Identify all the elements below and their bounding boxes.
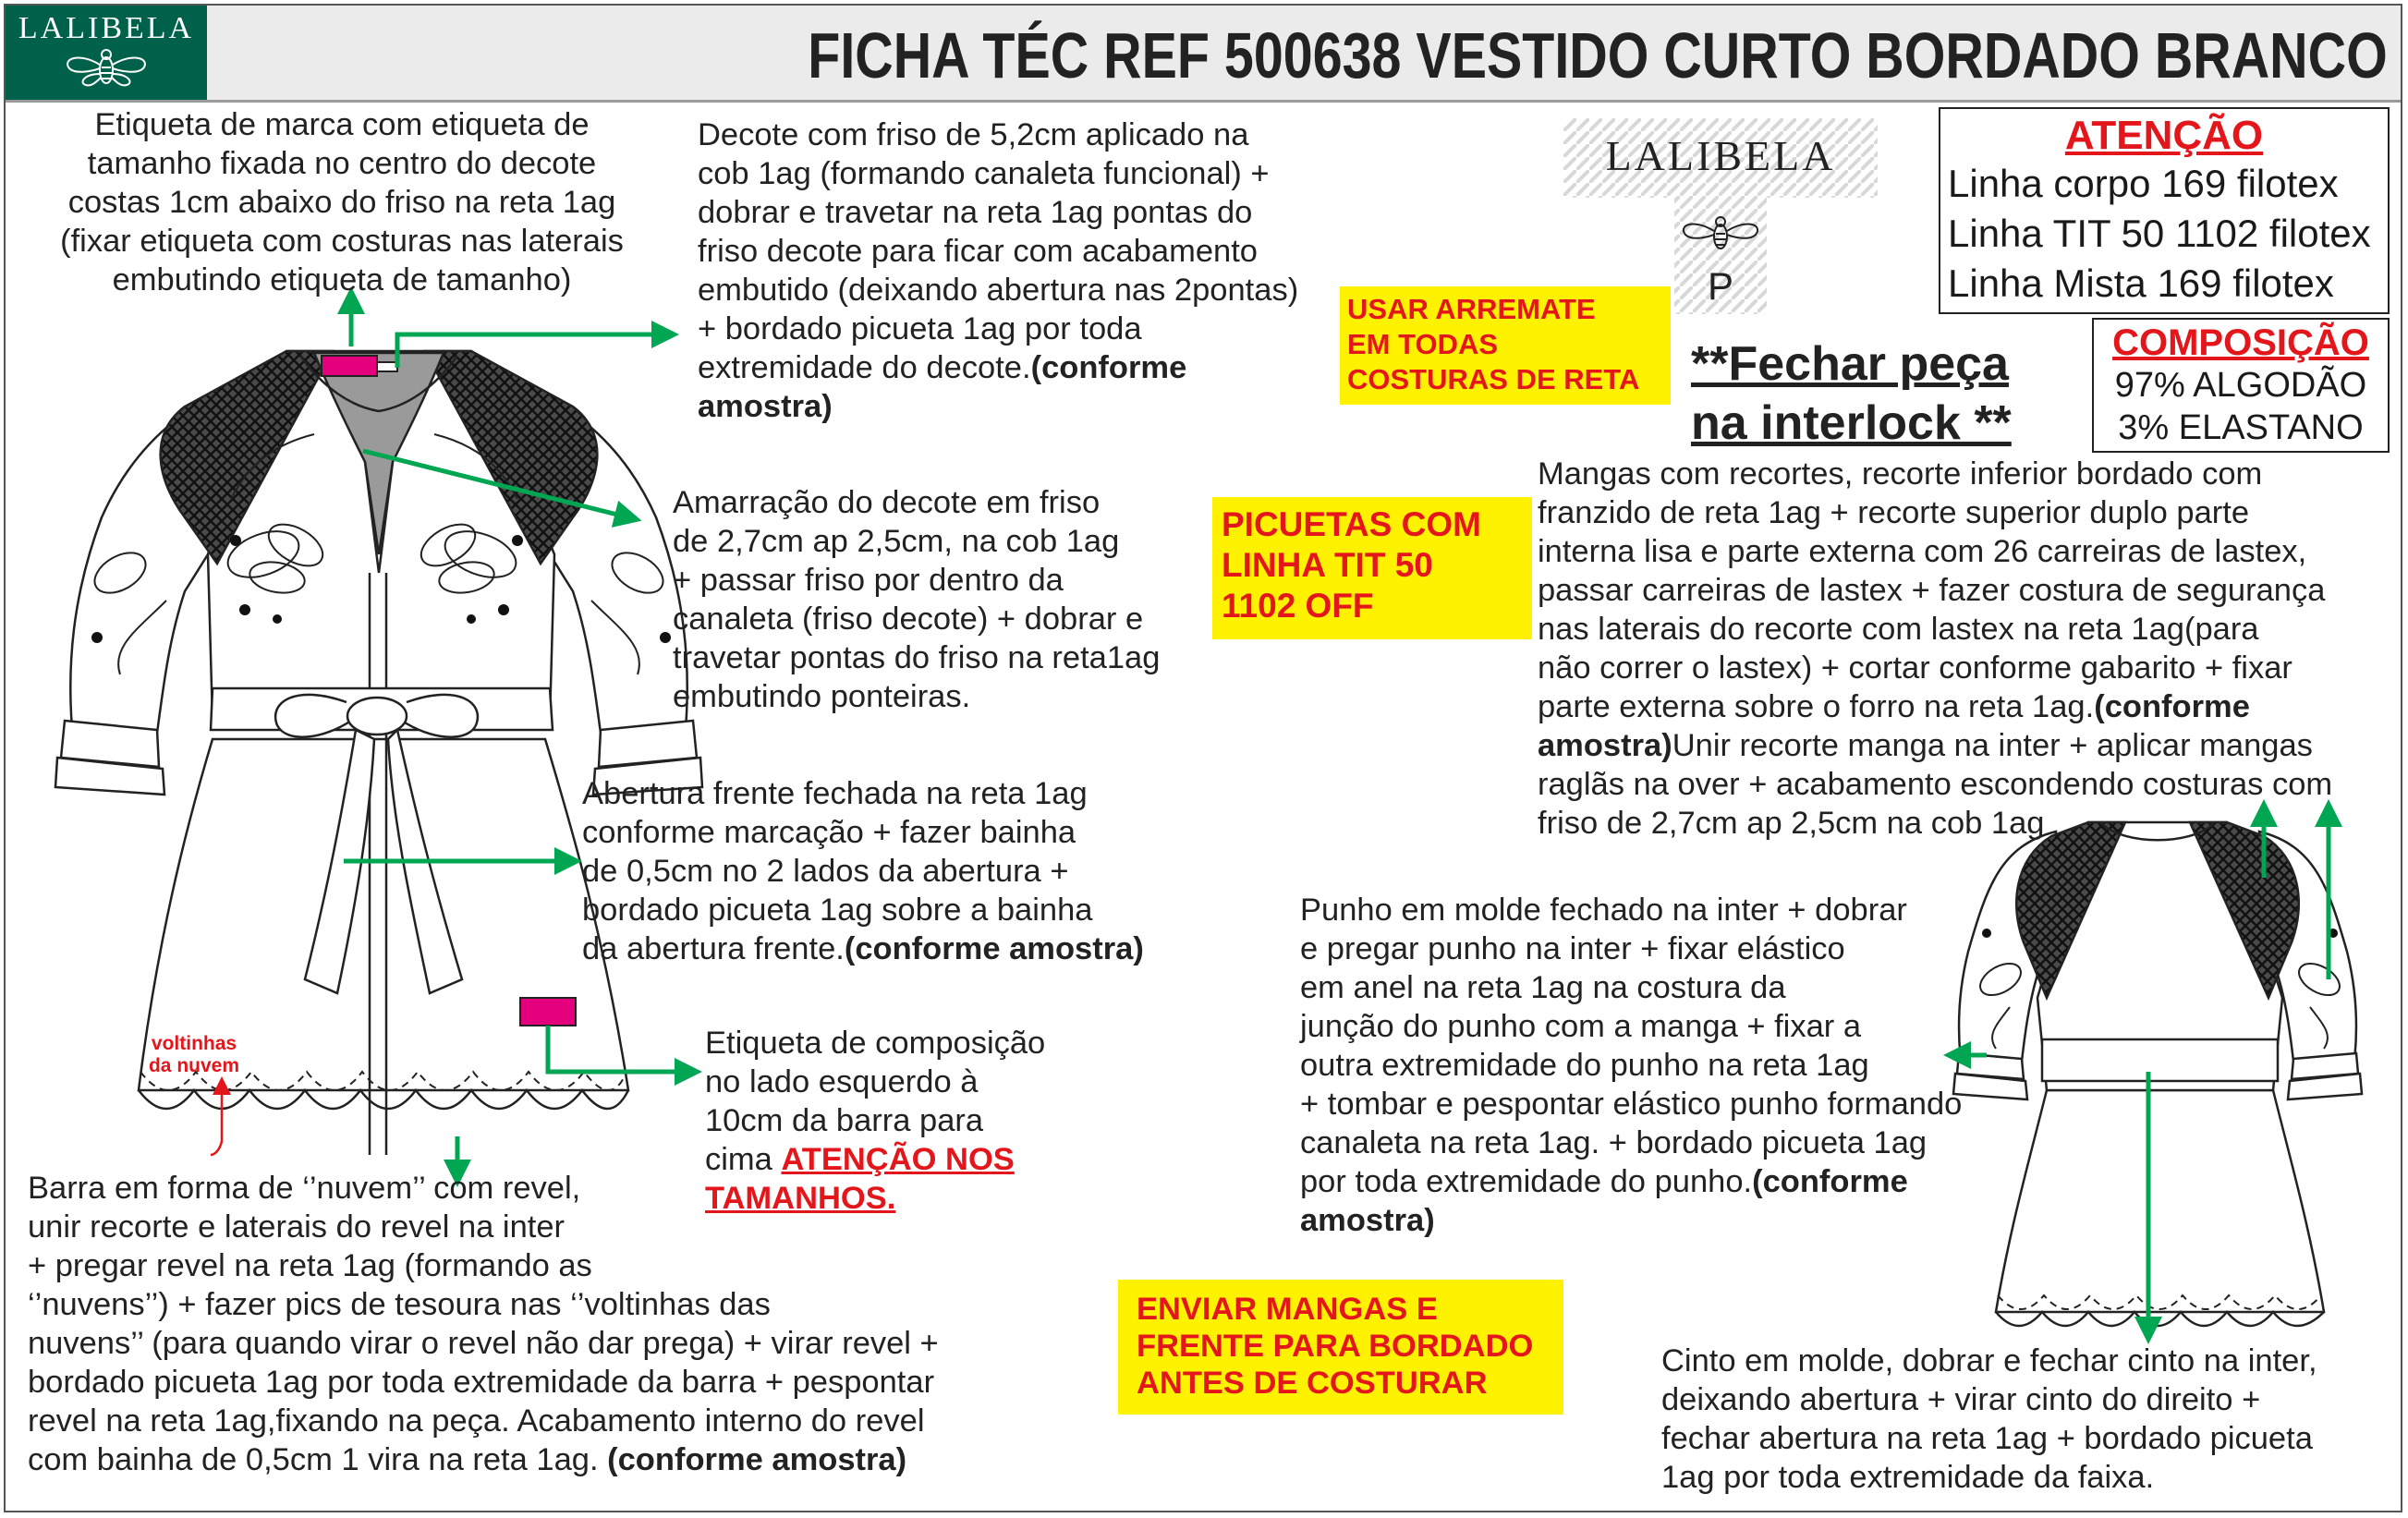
page-title: FICHA TÉC REF 500638 VESTIDO CURTO BORDADO BRANCO xyxy=(808,19,2388,91)
note-line: embutindo ponteiras. xyxy=(673,679,971,714)
note-line: + pregar revel na reta 1ag (formando as xyxy=(28,1248,592,1283)
note-line: ENVIAR MANGAS E xyxy=(1137,1292,1438,1327)
note-line: dobrar e travetar na reta 1ag pontas do xyxy=(698,195,1253,230)
note-line: conforme marcação + fazer bainha xyxy=(582,815,1076,850)
note-line: de 2,7cm ap 2,5cm, na cob 1ag xyxy=(673,524,1120,559)
note-line: Etiqueta de marca com etiqueta de xyxy=(94,107,590,142)
note-line: Unir recorte manga na inter + aplicar mangas xyxy=(1672,728,2313,763)
note-line: e pregar punho na inter + fixar elástico xyxy=(1300,931,1845,966)
note-highlight-embroidery xyxy=(1118,1280,1563,1415)
note-line: Mangas com recortes, recorte inferior bordado com xyxy=(1538,456,2263,492)
note-line: no lado esquerdo à xyxy=(705,1064,979,1099)
note-line: travetar pontas do friso na reta1ag xyxy=(673,640,1161,675)
note-line: em anel na reta 1ag na costura da xyxy=(1300,970,1786,1005)
note-line: deixando abertura + virar cinto do direito + xyxy=(1661,1382,2261,1417)
brand-size-label xyxy=(1563,118,1878,314)
thread-attention-box xyxy=(1939,107,2390,314)
note-alert: ATENÇÃO NOS xyxy=(781,1142,1015,1177)
note-line: fechar abertura na reta 1ag + bordado picueta xyxy=(1661,1421,2313,1456)
note-line: por toda extremidade do punho. xyxy=(1300,1164,1753,1199)
note-line: **Fechar peça xyxy=(1691,337,2009,391)
note-line: (fixar etiqueta com costuras nas laterais xyxy=(60,224,624,259)
note-line: interna lisa e parte externa com 26 carreiras de lastex, xyxy=(1538,534,2307,569)
note-line: na interlock ** xyxy=(1691,396,2012,450)
composition-line: 3% ELASTANO xyxy=(2118,408,2364,447)
note-line: + bordado picueta 1ag por toda xyxy=(698,311,1142,346)
note-highlight-thread xyxy=(1212,497,1532,639)
brand-label-marker xyxy=(322,356,377,376)
note-line: cob 1ag (formando canaleta funcional) + xyxy=(698,156,1270,191)
logo-text: LALIBELA xyxy=(18,11,195,45)
note-hem xyxy=(28,1169,1063,1479)
note-line: FRENTE PARA BORDADO xyxy=(1137,1329,1534,1364)
note-line: LINHA TIT 50 xyxy=(1222,546,1433,584)
note-line: 10cm da barra para xyxy=(705,1103,984,1138)
note-line: tamanho fixada no centro do decote xyxy=(87,146,597,181)
note-line: bordado picueta 1ag sobre a bainha xyxy=(582,893,1093,928)
note-line: Abertura frente fechada na reta 1ag xyxy=(582,776,1088,811)
note-line: embutido (deixando abertura nas 2pontas) xyxy=(698,273,1299,308)
note-line: + tombar e pespontar elástico punho formando xyxy=(1300,1087,1963,1122)
note-line: Punho em molde fechado na inter + dobrar xyxy=(1300,893,1907,928)
note-line: Barra em forma de ‘’nuvem’’ com revel, xyxy=(28,1171,581,1206)
label-size-text: P xyxy=(1707,264,1733,308)
note-belt xyxy=(1661,1342,2391,1497)
note-neckline xyxy=(698,115,1363,426)
note-line: nuvens’’ (para quando virar o revel não dar prega) + virar revel + xyxy=(28,1326,939,1361)
note-bold: (conforme amostra) xyxy=(607,1442,907,1477)
note-line: friso de 2,7cm ap 2,5cm na cob 1ag xyxy=(1538,806,2045,841)
note-line: revel na reta 1ag,fixando na peça. Acabamento interno do revel xyxy=(28,1403,925,1439)
attention-line: Linha corpo 169 filotex xyxy=(1948,162,2339,205)
note-line: cima xyxy=(705,1142,772,1177)
note-line: passar carreiras de lastex + fazer costura de segurança xyxy=(1538,573,2326,608)
note-bold: (conforme xyxy=(2094,689,2250,724)
note-bold: (conforme xyxy=(1030,350,1187,385)
note-line: da nuvem xyxy=(148,1055,240,1076)
note-line: nas laterais do recorte com lastex na reta 1ag(para xyxy=(1538,612,2259,647)
closing-note xyxy=(1691,334,2061,453)
note-line: franzido de reta 1ag + recorte superior duplo parte xyxy=(1538,495,2250,530)
note-bold: (conforme amostra) xyxy=(844,931,1144,966)
note-front-opening xyxy=(582,774,1210,968)
note-line: Etiqueta de composição xyxy=(705,1026,1046,1061)
note-line: bordado picueta 1ag por toda extremidade da barra + pespontar xyxy=(28,1365,935,1400)
note-line: com bainha de 0,5cm 1 vira na reta 1ag. xyxy=(28,1442,599,1477)
label-brand-text: LALIBELA xyxy=(1605,132,1836,179)
note-alert: TAMANHOS. xyxy=(705,1181,896,1216)
note-line: Decote com friso de 5,2cm aplicado na xyxy=(698,117,1249,152)
note-line: USAR ARREMATE xyxy=(1347,293,1596,325)
composition-title: COMPOSIÇÃO xyxy=(2112,322,2369,363)
note-line: extremidade do decote. xyxy=(698,350,1031,385)
note-line: parte externa sobre o forro na reta 1ag. xyxy=(1538,689,2095,724)
note-neck-tie xyxy=(673,483,1227,716)
note-line: não correr o lastex) + cortar conforme gabarito + fixar xyxy=(1538,650,2292,686)
scallop-label xyxy=(129,1033,259,1077)
note-line: canaleta (friso decote) + dobrar e xyxy=(673,601,1144,637)
note-line: de 0,5cm no 2 lados da abertura + xyxy=(582,854,1069,889)
note-line: voltinhas xyxy=(151,1033,237,1054)
composition-label-marker xyxy=(520,998,576,1026)
note-line: outra extremidade do punho na reta 1ag xyxy=(1300,1048,1869,1083)
note-line: junção do punho com a manga + fixar a xyxy=(1300,1009,1862,1044)
note-line: ANTES DE COSTURAR xyxy=(1137,1366,1488,1401)
note-line: da abertura frente. xyxy=(582,931,845,966)
note-line: Cinto em molde, dobrar e fechar cinto na inter, xyxy=(1661,1343,2317,1378)
composition-box xyxy=(2092,318,2390,453)
note-cuff xyxy=(1300,891,2039,1240)
note-bold: amostra) xyxy=(1300,1203,1435,1238)
note-line: embutindo etiqueta de tamanho) xyxy=(112,262,572,298)
note-line: canaleta na reta 1ag. + bordado picueta 1ag xyxy=(1300,1125,1928,1160)
note-line: Amarração do decote em friso xyxy=(673,485,1101,520)
note-bold: amostra) xyxy=(698,389,833,424)
attention-title: ATENÇÃO xyxy=(2064,113,2264,158)
note-line: friso decote para ficar com acabamento xyxy=(698,234,1258,269)
note-line: EM TODAS xyxy=(1347,328,1499,360)
note-line: ‘’nuvens’’) + fazer pics de tesoura nas ‘’voltinhas das xyxy=(28,1287,771,1322)
note-brand-label xyxy=(18,105,665,299)
note-line: costas 1cm abaixo do friso na reta 1ag xyxy=(67,185,616,220)
note-sleeves xyxy=(1538,455,2406,843)
note-line: PICUETAS COM xyxy=(1222,505,1481,543)
note-bold: amostra) xyxy=(1538,728,1672,763)
note-line: raglãs na over + acabamento escondendo costuras com xyxy=(1538,767,2333,802)
note-bold: (conforme xyxy=(1752,1164,1908,1199)
note-line: 1102 OFF xyxy=(1222,587,1374,625)
note-line: + passar friso por dentro da xyxy=(673,563,1064,598)
attention-line: Linha Mista 169 filotex xyxy=(1948,261,2334,305)
note-line: unir recorte e laterais do revel na inter xyxy=(28,1209,566,1245)
note-line: COSTURAS DE RETA xyxy=(1347,363,1640,395)
composition-line: 97% ALGODÃO xyxy=(2114,366,2367,405)
attention-line: Linha TIT 50 1102 filotex xyxy=(1948,212,2371,255)
note-line: 1ag por toda extremidade da faixa. xyxy=(1661,1460,2155,1495)
